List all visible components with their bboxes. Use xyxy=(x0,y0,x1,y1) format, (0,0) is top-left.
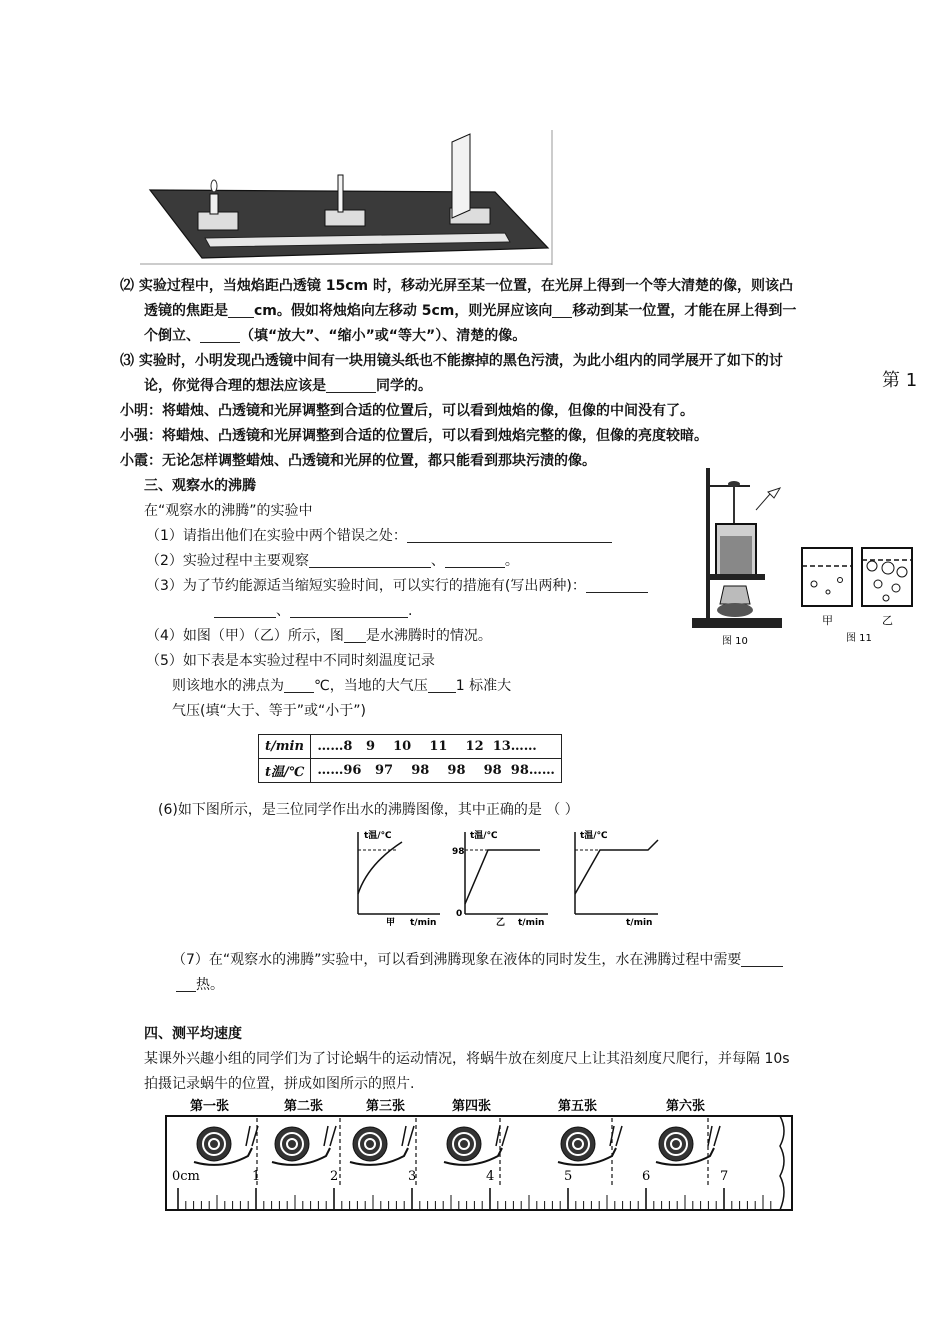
time-value: ……8 xyxy=(317,739,353,754)
boiling-q4 xyxy=(146,624,492,649)
photo-label: 第三张 xyxy=(366,1099,406,1114)
boiling-q5: （5）如下表是本实验过程中不同时刻温度记录 xyxy=(146,653,435,669)
photo-label: 第二张 xyxy=(284,1099,324,1114)
q2-text: （2）实验过程中主要观察 xyxy=(146,553,309,569)
temp-value: 98 xyxy=(483,763,502,778)
screen-direction-blank[interactable] xyxy=(552,301,572,318)
measure-blank-2[interactable] xyxy=(214,601,276,618)
errors-blank[interactable] xyxy=(407,526,612,543)
q2-text-b: cm。假如将烛焰向左移动 5cm，则光屏应该向 xyxy=(254,303,553,319)
temp-value: 98 xyxy=(447,763,466,778)
ruler-label: 7 xyxy=(720,1169,729,1184)
observe-blank-2[interactable] xyxy=(445,551,505,568)
observe-blank-1[interactable] xyxy=(309,551,431,568)
table-cell xyxy=(311,735,562,759)
boiling-q5-line3: 气压(填“大于、等于”或“小于”) xyxy=(172,703,366,719)
q7-text: （7）在“观察水的沸腾”实验中，可以看到沸腾现象在液体的同时发生，水在沸腾过程中需要 xyxy=(172,952,742,968)
speed-intro-line1: 某课外兴趣小组的同学们为了讨论蜗牛的运动情况，将蜗牛放在刻度尺上让其沿刻度尺爬行，并每隔 10s xyxy=(144,1051,790,1067)
xiaoxia-statement: 小霞：无论怎样调整蜡烛、凸透镜和光屏的位置，都只能看到那块污渍的像。 xyxy=(120,453,596,469)
q5-text-b: ℃，当地的大气压 xyxy=(314,678,428,694)
ruler-label: 3 xyxy=(408,1169,417,1184)
temp-value: 98…… xyxy=(510,763,555,778)
optics-q2-line2 xyxy=(144,299,796,324)
q3-text-a: 论，你觉得合理的想法应该是 xyxy=(144,378,326,394)
boiling-q5-line2 xyxy=(172,674,511,699)
boiling-q2 xyxy=(146,549,519,574)
time-value: 12 xyxy=(465,739,484,754)
photo-label: 第五张 xyxy=(558,1099,598,1114)
focal-length-blank[interactable] xyxy=(228,301,254,318)
photo-label: 第一张 xyxy=(190,1099,230,1114)
pressure-blank[interactable] xyxy=(428,676,456,693)
q2-end: 。 xyxy=(504,553,519,569)
boiling-q7-line1 xyxy=(172,948,783,973)
measure-blank-1[interactable] xyxy=(586,576,648,593)
q7-end: 热。 xyxy=(196,977,224,993)
table-header: t/min xyxy=(259,735,311,759)
beakers-figure xyxy=(798,544,918,646)
boiling-q6: (6)如下图所示，是三位同学作出水的沸腾图像，其中正确的是 （ ） xyxy=(158,802,579,818)
photo-label: 第四张 xyxy=(452,1099,492,1114)
time-value: 11 xyxy=(429,739,448,754)
image-size-blank[interactable] xyxy=(200,326,240,343)
table-row xyxy=(259,735,562,759)
boiling-graphs xyxy=(340,824,670,930)
boiling-q3-line2 xyxy=(214,599,412,624)
student-name-blank[interactable] xyxy=(326,376,376,393)
q5-text-a: 则该地水的沸点为 xyxy=(172,678,284,694)
time-value: 9 xyxy=(365,739,376,754)
boiling-q3-line1 xyxy=(146,574,648,599)
q3-sep: 、 xyxy=(276,603,290,619)
ruler-label: 2 xyxy=(330,1169,339,1184)
fig11-label-yi: 乙 xyxy=(882,614,893,627)
fig10-caption: 图 10 xyxy=(722,636,748,647)
graph2-xlabel: t/min xyxy=(518,918,545,928)
fig11-caption: 图 11 xyxy=(846,633,872,644)
optics-q3-line1: ⑶ 实验时，小明发现凸透镜中间有一块用镜头纸也不能擦掉的黑色污渍，为此小组内的同学展开了如下的讨 xyxy=(120,353,783,369)
section-heading-boiling: 三、观察水的沸腾 xyxy=(144,478,256,494)
q1-text: （1）请指出他们在实验中两个错误之处： xyxy=(146,528,407,544)
q4-text-b: 是水沸腾时的情况。 xyxy=(365,628,492,644)
graph2-caption: 乙 xyxy=(496,918,506,928)
ruler-label: 0cm xyxy=(172,1169,200,1184)
speed-intro-line2: 拍摄记录蜗牛的位置，拼成如图所示的照片. xyxy=(144,1076,415,1092)
optics-q2-line1: ⑵ 实验过程中，当烛焰距凸透镜 15cm 时，移动光屏至某一位置，在光屏上得到一个等大清楚的像，则该凸 xyxy=(120,278,793,294)
q3-text-b: 同学的。 xyxy=(376,378,432,394)
time-value: 13…… xyxy=(492,739,537,754)
heat-blank-1[interactable] xyxy=(741,950,783,967)
temp-value: 98 xyxy=(411,763,430,778)
ruler-label: 5 xyxy=(564,1169,573,1184)
heat-blank-2[interactable] xyxy=(176,975,196,992)
optics-q2-line3 xyxy=(144,324,526,349)
ruler-label: 6 xyxy=(642,1169,651,1184)
optics-q3-line2 xyxy=(144,374,432,399)
boiling-point-blank[interactable] xyxy=(284,676,314,693)
graph3-xlabel: t/min xyxy=(626,918,653,928)
snail-ruler-figure xyxy=(162,1094,798,1214)
page-side-note: 第 1 xyxy=(882,370,918,391)
measure-blank-3[interactable] xyxy=(290,601,408,618)
boiling-figure-blank[interactable] xyxy=(344,626,366,643)
optical-bench-figure xyxy=(140,130,555,265)
q5-text-c: 1 标准大 xyxy=(455,678,512,694)
q2-text-a: 透镜的焦距是 xyxy=(144,303,228,319)
section-heading-speed: 四、测平均速度 xyxy=(144,1026,242,1042)
ruler-label: 4 xyxy=(486,1169,495,1184)
photo-label: 第六张 xyxy=(666,1099,706,1114)
graph3-ylabel: t温/℃ xyxy=(580,831,608,841)
time-value: 10 xyxy=(393,739,412,754)
fig11-label-jia: 甲 xyxy=(822,614,833,627)
table-header: t温/℃ xyxy=(259,759,311,783)
ruler-label: 1 xyxy=(252,1169,261,1184)
boiling-q7-line2 xyxy=(176,973,224,998)
graph1-caption: 甲 xyxy=(386,918,396,928)
q3-text: （3）为了节约能源适当缩短实验时间，可以实行的措施有(写出两种)： xyxy=(146,578,586,594)
xiaoming-statement: 小明：将蜡烛、凸透镜和光屏调整到合适的位置后，可以看到烛焰的像，但像的中间没有了。 xyxy=(120,403,694,419)
boiling-intro: 在“观察水的沸腾”的实验中 xyxy=(144,503,313,519)
q2-sep: 、 xyxy=(430,553,445,569)
q2-text-d: 个倒立、 xyxy=(144,328,200,344)
q4-text-a: （4）如图（甲）（乙）所示，图 xyxy=(146,628,344,644)
graph1-ylabel: t温/℃ xyxy=(364,831,392,841)
table-cell xyxy=(311,759,562,783)
graph2-tick: 98 xyxy=(452,847,465,857)
temp-value: ……96 xyxy=(317,763,362,778)
graph1-xlabel: t/min xyxy=(410,918,437,928)
boiling-q1 xyxy=(146,524,612,549)
q2-text-c: 移动到某一位置，才能在屏上得到一 xyxy=(572,303,797,319)
temperature-table xyxy=(258,734,562,783)
boiling-apparatus-figure xyxy=(690,464,795,650)
table-row xyxy=(259,759,562,783)
xiaoqiang-statement: 小强：将蜡烛、凸透镜和光屏调整到合适的位置后，可以看到烛焰完整的像，但像的亮度较暗。 xyxy=(120,428,708,444)
temp-value: 97 xyxy=(375,763,394,778)
q3-end: . xyxy=(408,603,413,619)
q2-text-e: （填“放大”、“缩小”或“等大”）、清楚的像。 xyxy=(240,328,527,344)
graph2-origin: 0 xyxy=(456,909,463,919)
graph2-ylabel: t温/℃ xyxy=(470,831,498,841)
